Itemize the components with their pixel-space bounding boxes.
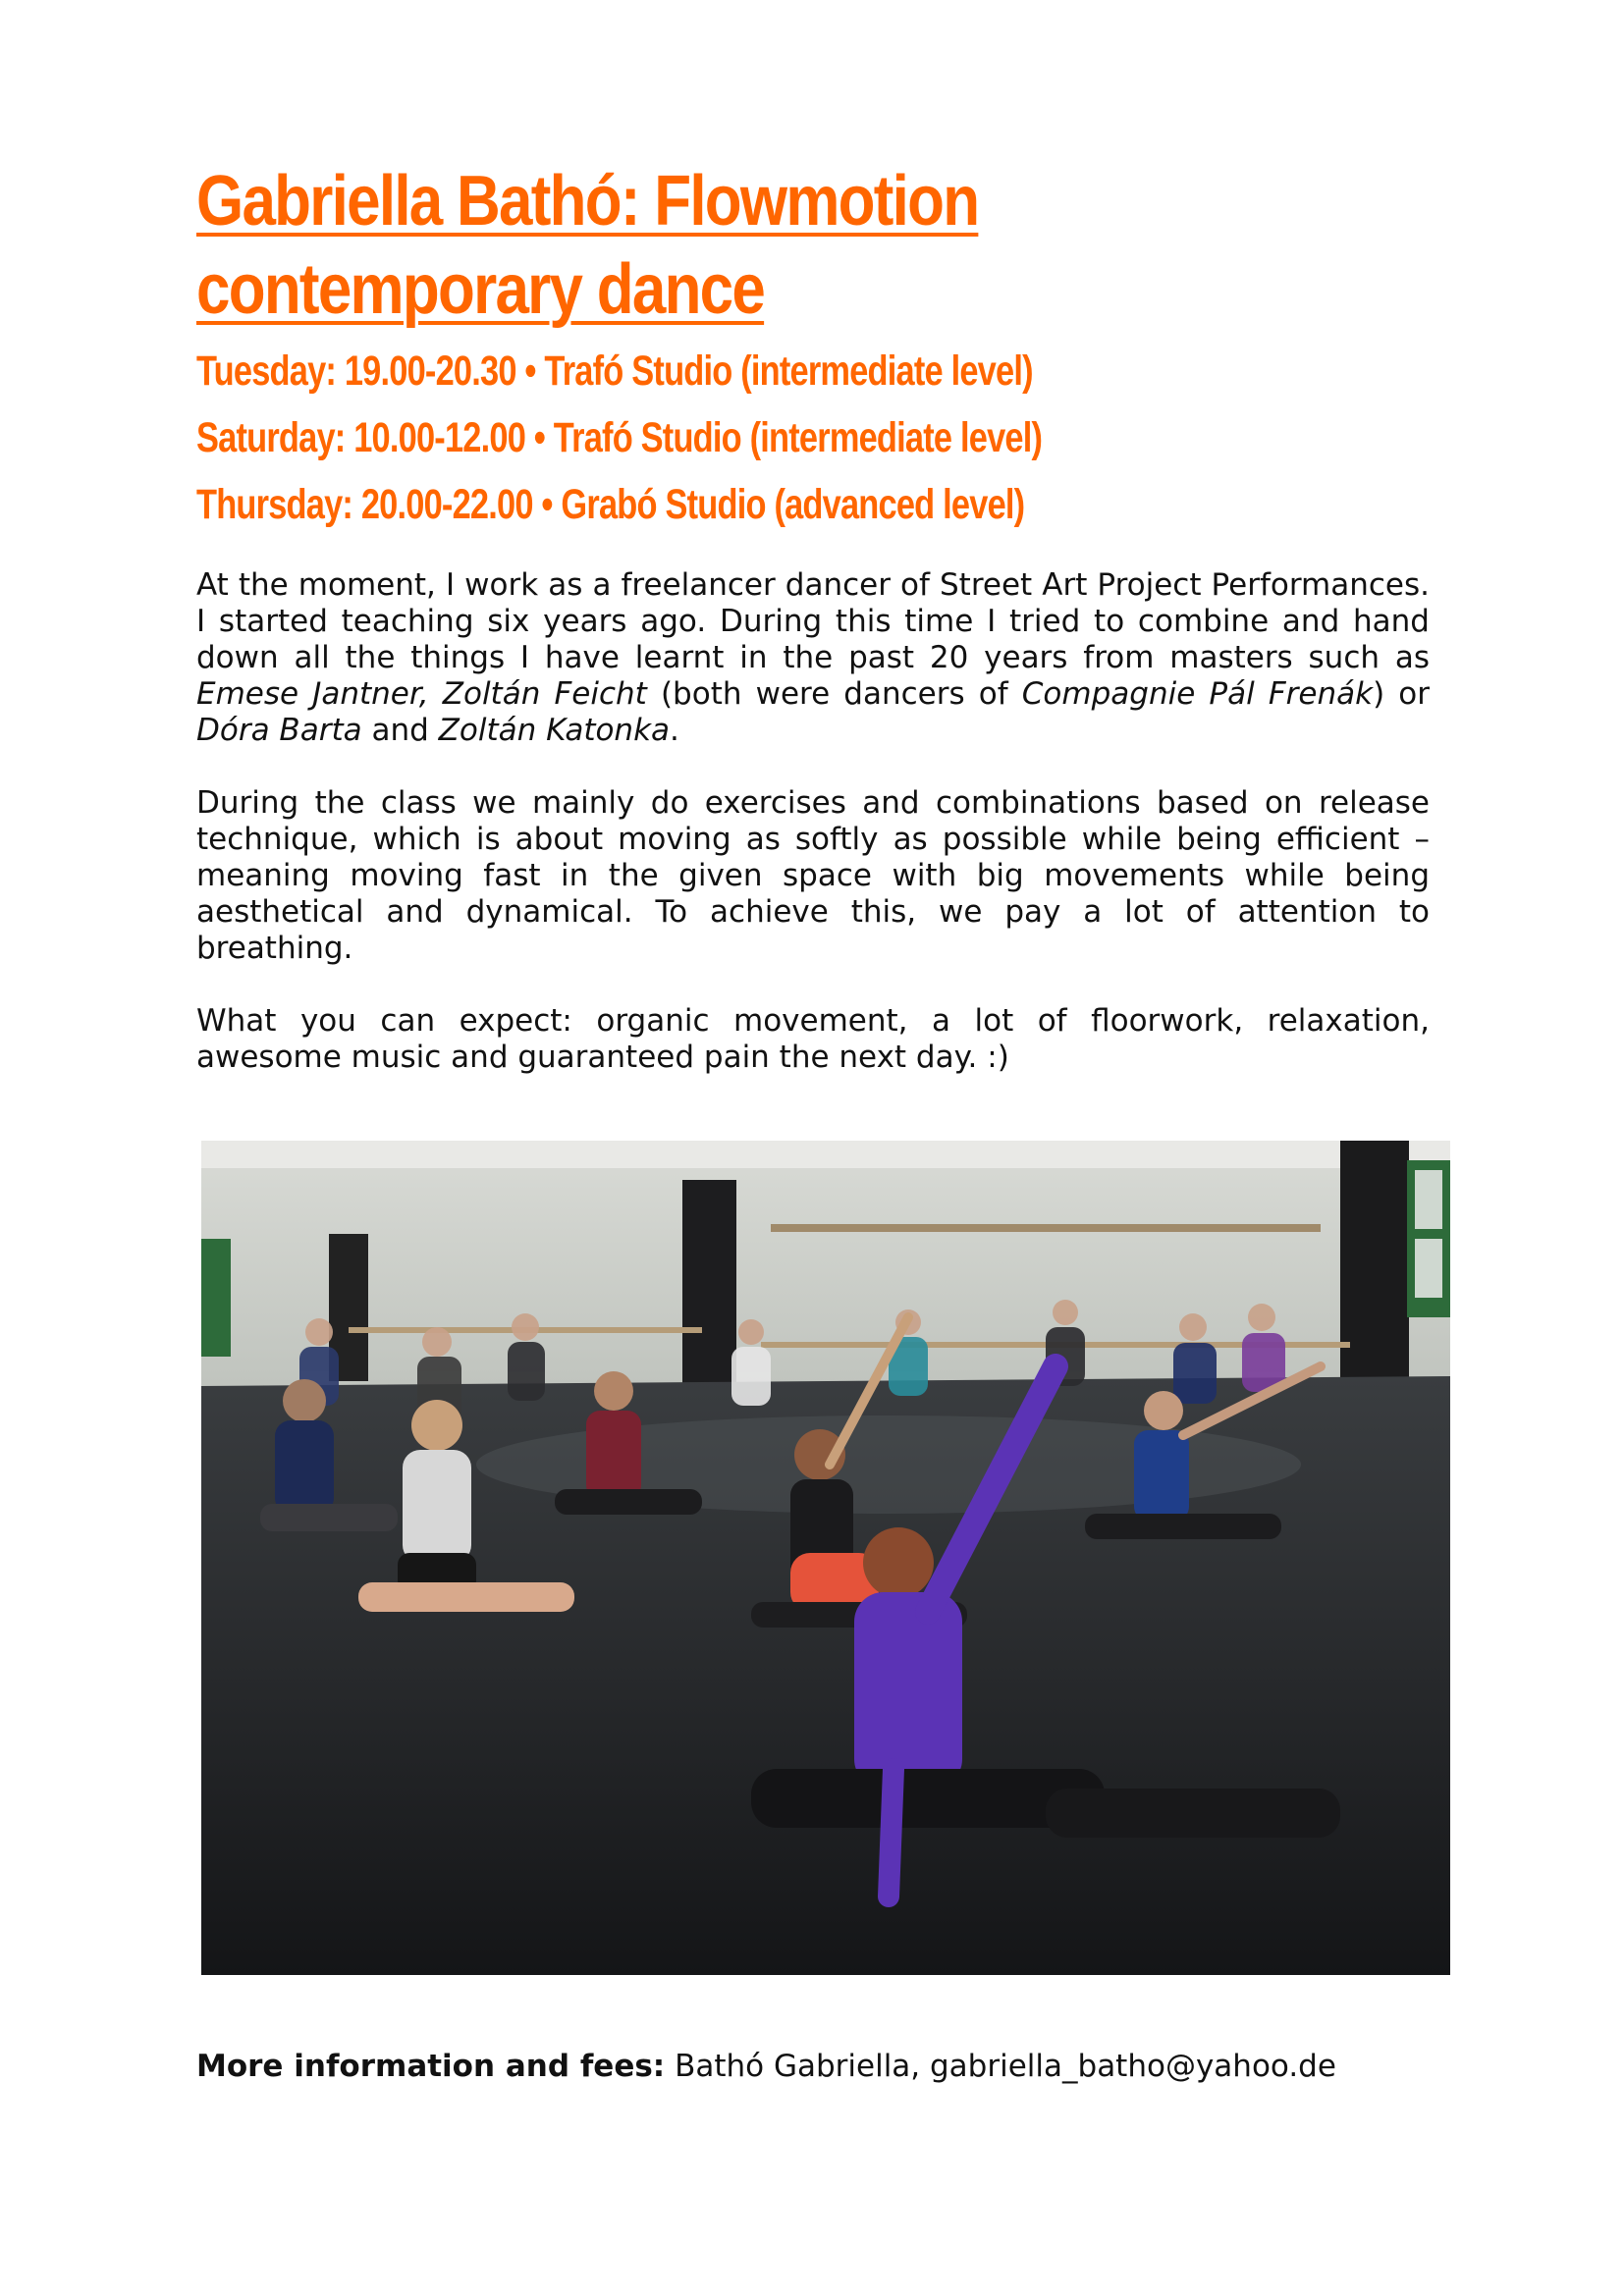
intro-masters-1: Emese Jantner, Zoltán Feicht — [196, 676, 647, 712]
dance-class-illustration — [201, 1141, 1450, 1975]
page-title — [196, 157, 1024, 334]
intro-text-4: and — [361, 713, 439, 748]
paragraph-intro — [196, 567, 1430, 749]
intro-master-4: Zoltán Katonka — [438, 713, 671, 748]
paragraph-technique: During the class we mainly do exercises and combinations based on release technique, which is about moving as softly as possible while being efficient – meaning moving fast in the given space with big movements while being aesthetical and dynamical. To achieve this, we pay a lot of attention to breathing. — [196, 785, 1430, 966]
schedule-saturday: Saturday: 10.00-12.00 • Trafó Studio (intermediate level) — [196, 414, 1043, 461]
footer-contact — [196, 2047, 1336, 2086]
intro-company: Compagnie Pál Frenák — [1021, 676, 1374, 712]
intro-master-3: Dóra Barta — [196, 713, 362, 748]
schedule-tuesday: Tuesday: 19.00-20.30 • Trafó Studio (intermediate level) — [196, 347, 1033, 395]
schedule-thursday: Thursday: 20.00-22.00 • Grabó Studio (advanced level) — [196, 481, 1025, 528]
intro-text-1: At the moment, I work as a freelancer dancer of Street Art Project Performances. I started teaching six years ago. During this time I tried to combine and hand down all the things I have learnt in the past 20 years from masters such as — [196, 567, 1430, 675]
intro-text-5: . — [670, 713, 679, 748]
document-page — [196, 157, 1430, 1112]
class-schedule — [196, 338, 1430, 538]
footer-label: More information and fees: — [196, 2049, 666, 2084]
intro-text-2: (both were dancers of — [646, 676, 1022, 712]
title-line-2: contemporary dance — [196, 250, 765, 329]
intro-text-3: ) or — [1373, 676, 1431, 712]
title-line-1: Gabriella Bathó: Flowmotion — [196, 162, 979, 240]
paragraph-expectations: What you can expect: organic movement, a lot of floorwork, relaxation, awesome music and guaranteed pain the next day. :) — [196, 1003, 1430, 1075]
description — [196, 567, 1430, 1076]
footer-contact-details: Bathó Gabriella, gabriella_batho@yahoo.de — [675, 2049, 1336, 2084]
dance-class-photo — [201, 1141, 1450, 1975]
